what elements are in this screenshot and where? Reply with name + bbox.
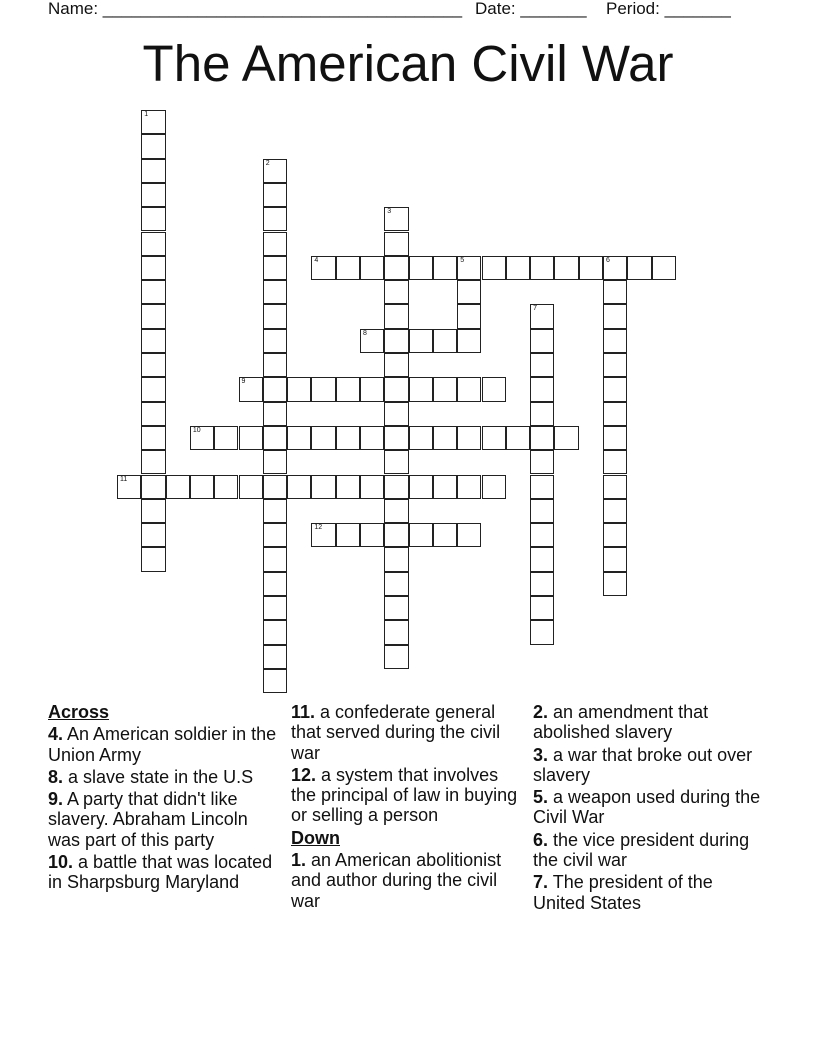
grid-cell[interactable] — [141, 523, 165, 547]
grid-cell[interactable] — [554, 426, 578, 450]
grid-cell[interactable] — [384, 232, 408, 256]
grid-cell[interactable] — [433, 377, 457, 401]
name-field-label[interactable]: Name: ______________________________________ — [48, 0, 463, 18]
clue-item — [48, 767, 283, 787]
grid-cell[interactable] — [433, 329, 457, 353]
grid-cell[interactable] — [506, 256, 530, 280]
clue-number: 4. — [48, 724, 64, 745]
grid-cell[interactable] — [603, 523, 627, 547]
clue-item — [533, 702, 768, 743]
cell-number: 3 — [387, 208, 392, 216]
grid-cell[interactable] — [457, 304, 481, 328]
grid-cell[interactable] — [166, 475, 190, 499]
grid-cell[interactable] — [409, 256, 433, 280]
grid-cell[interactable] — [360, 426, 384, 450]
grid-cell[interactable] — [141, 499, 165, 523]
grid-cell[interactable] — [603, 475, 627, 499]
grid-cell[interactable] — [384, 377, 408, 401]
grid-cell[interactable] — [360, 256, 384, 280]
clue-text: an amendment that abolished slavery — [533, 702, 709, 743]
cell-number: 6 — [606, 256, 610, 264]
cell-number: 7 — [533, 305, 537, 313]
grid-cell[interactable] — [530, 450, 554, 474]
grid-cell[interactable] — [384, 402, 408, 426]
grid-cell[interactable] — [141, 329, 165, 353]
grid-cell[interactable] — [263, 353, 287, 377]
grid-cell[interactable] — [311, 256, 335, 280]
clue-text: The president of the United States — [533, 872, 713, 913]
clue-text: An American soldier in the Union Army — [48, 724, 277, 765]
grid-cell[interactable] — [409, 377, 433, 401]
clue-column-1 — [48, 702, 283, 895]
grid-cell[interactable] — [603, 304, 627, 328]
grid-cell[interactable] — [287, 377, 311, 401]
clue-number: 8. — [48, 766, 64, 787]
grid-cell[interactable] — [384, 572, 408, 596]
grid-cell[interactable] — [263, 669, 287, 693]
clue-text: A party that didn't like slavery. Abraham Lincoln was part of this party — [48, 789, 248, 850]
clue-number: 7. — [533, 872, 549, 893]
grid-cell[interactable] — [263, 402, 287, 426]
clue-item — [533, 787, 768, 828]
grid-cell[interactable] — [530, 304, 554, 328]
grid-cell[interactable] — [141, 110, 165, 134]
cell-number: 5 — [460, 256, 465, 264]
grid-cell[interactable] — [214, 426, 238, 450]
clue-text: the vice president during the civil war — [533, 829, 750, 871]
grid-cell[interactable] — [433, 256, 457, 280]
grid-cell[interactable] — [409, 426, 433, 450]
grid-cell[interactable] — [263, 620, 287, 644]
grid-cell[interactable] — [336, 256, 360, 280]
cell-number: 9 — [241, 378, 246, 386]
grid-cell[interactable] — [603, 572, 627, 596]
cell-number: 2 — [265, 159, 270, 167]
clue-text: a weapon used during the Civil War — [533, 787, 761, 828]
grid-cell[interactable] — [263, 183, 287, 207]
grid-cell[interactable] — [603, 547, 627, 571]
clue-item — [48, 789, 283, 850]
grid-cell[interactable] — [311, 377, 335, 401]
grid-cell[interactable] — [263, 572, 287, 596]
grid-cell[interactable] — [141, 207, 165, 231]
grid-cell[interactable] — [360, 523, 384, 547]
clue-number: 1. — [291, 850, 307, 871]
clue-number: 2. — [533, 702, 549, 722]
grid-cell[interactable] — [190, 475, 214, 499]
grid-cell[interactable] — [603, 377, 627, 401]
page-title: The American Civil War — [142, 35, 674, 92]
grid-cell[interactable] — [263, 523, 287, 547]
grid-cell[interactable] — [141, 402, 165, 426]
grid-cell[interactable] — [384, 499, 408, 523]
grid-cell[interactable] — [214, 475, 238, 499]
grid-cell[interactable] — [384, 207, 408, 231]
grid-cell[interactable] — [457, 426, 481, 450]
grid-cell[interactable] — [190, 426, 214, 450]
grid-cell[interactable] — [482, 256, 506, 280]
grid-cell[interactable] — [457, 280, 481, 304]
clue-text: a system that involves the principal of law in buying or selling a person — [291, 764, 518, 826]
grid-cell[interactable] — [141, 159, 165, 183]
grid-cell[interactable] — [457, 523, 481, 547]
grid-cell[interactable] — [530, 329, 554, 353]
grid-cell[interactable] — [263, 450, 287, 474]
grid-cell[interactable] — [263, 547, 287, 571]
grid-cell[interactable] — [263, 304, 287, 328]
grid-cell[interactable] — [141, 475, 165, 499]
grid-cell[interactable] — [457, 475, 481, 499]
grid-cell[interactable] — [530, 523, 554, 547]
grid-cell[interactable] — [263, 499, 287, 523]
grid-cell[interactable] — [141, 232, 165, 256]
grid-cell[interactable] — [263, 232, 287, 256]
grid-cell[interactable] — [263, 377, 287, 401]
grid-cell[interactable] — [530, 426, 554, 450]
grid-cell[interactable] — [336, 426, 360, 450]
clue-number: 12. — [291, 764, 317, 785]
clue-column-3 — [533, 702, 768, 915]
grid-cell[interactable] — [239, 475, 263, 499]
clue-item — [533, 745, 768, 786]
clue-column-2 — [291, 702, 526, 913]
grid-cell[interactable] — [336, 523, 360, 547]
grid-cell[interactable] — [457, 377, 481, 401]
grid-cell[interactable] — [141, 426, 165, 450]
cell-number: 8 — [363, 329, 367, 337]
grid-cell[interactable] — [384, 475, 408, 499]
clue-number: 6. — [533, 829, 549, 850]
clue-number: 10. — [48, 852, 74, 873]
clue-item — [291, 850, 526, 911]
grid-cell[interactable] — [433, 475, 457, 499]
clue-number: 5. — [533, 787, 549, 808]
grid-cell[interactable] — [482, 377, 506, 401]
grid-cell[interactable] — [263, 475, 287, 499]
clue-text: a slave state in the U.S — [68, 766, 254, 787]
grid-cell[interactable] — [263, 426, 287, 450]
down-heading: Down — [291, 827, 340, 848]
grid-cell[interactable] — [457, 256, 481, 280]
grid-cell[interactable] — [627, 256, 651, 280]
across-heading: Across — [48, 702, 110, 722]
grid-cell[interactable] — [311, 523, 335, 547]
period-field-label[interactable]: Period: _______ — [606, 0, 731, 18]
grid-cell[interactable] — [530, 353, 554, 377]
grid-cell[interactable] — [141, 256, 165, 280]
grid-cell[interactable] — [384, 353, 408, 377]
grid-cell[interactable] — [263, 329, 287, 353]
grid-cell[interactable] — [384, 547, 408, 571]
grid-cell[interactable] — [263, 207, 287, 231]
grid-cell[interactable] — [141, 183, 165, 207]
grid-cell[interactable] — [263, 280, 287, 304]
grid-cell[interactable] — [530, 572, 554, 596]
grid-cell[interactable] — [360, 329, 384, 353]
grid-cell[interactable] — [603, 256, 627, 280]
grid-cell[interactable] — [360, 377, 384, 401]
grid-cell[interactable] — [603, 499, 627, 523]
clue-text: a battle that was located in Sharpsburg Maryland — [48, 852, 273, 893]
cell-number: 4 — [314, 256, 319, 264]
grid-cell[interactable] — [336, 377, 360, 401]
grid-cell[interactable] — [603, 329, 627, 353]
clue-item — [48, 724, 283, 765]
clue-item — [291, 765, 526, 826]
grid-cell[interactable] — [652, 256, 676, 280]
grid-cell[interactable] — [263, 596, 287, 620]
clue-item — [533, 830, 768, 871]
grid-cell[interactable] — [384, 280, 408, 304]
grid-cell[interactable] — [530, 402, 554, 426]
clue-number: 9. — [48, 789, 64, 810]
grid-cell[interactable] — [433, 426, 457, 450]
grid-cell[interactable] — [263, 159, 287, 183]
cell-number: 11 — [120, 475, 128, 483]
grid-cell[interactable] — [409, 329, 433, 353]
cell-number: 1 — [144, 111, 149, 118]
grid-cell[interactable] — [141, 280, 165, 304]
grid-cell[interactable] — [530, 475, 554, 499]
grid-cell[interactable] — [287, 475, 311, 499]
grid-cell[interactable] — [530, 377, 554, 401]
grid-cell[interactable] — [311, 475, 335, 499]
clue-number: 3. — [533, 744, 549, 765]
grid-cell[interactable] — [239, 426, 263, 450]
grid-cell[interactable] — [384, 620, 408, 644]
grid-cell[interactable] — [263, 645, 287, 669]
grid-cell[interactable] — [530, 596, 554, 620]
grid-cell[interactable] — [336, 475, 360, 499]
clue-item — [291, 702, 526, 763]
grid-cell[interactable] — [384, 645, 408, 669]
clue-text: a confederate general that served during the civil war — [291, 702, 501, 763]
grid-cell[interactable] — [384, 426, 408, 450]
grid-cell[interactable] — [457, 329, 481, 353]
grid-cell[interactable] — [384, 329, 408, 353]
grid-cell[interactable] — [530, 547, 554, 571]
grid-cell[interactable] — [482, 475, 506, 499]
grid-cell[interactable] — [141, 353, 165, 377]
grid-cell[interactable] — [530, 499, 554, 523]
grid-cell[interactable] — [141, 304, 165, 328]
grid-cell[interactable] — [603, 280, 627, 304]
grid-cell[interactable] — [311, 426, 335, 450]
clue-item — [48, 852, 283, 893]
grid-cell[interactable] — [263, 256, 287, 280]
grid-cell[interactable] — [409, 475, 433, 499]
grid-cell[interactable] — [409, 523, 433, 547]
grid-cell[interactable] — [384, 304, 408, 328]
grid-cell[interactable] — [384, 450, 408, 474]
grid-cell[interactable] — [506, 426, 530, 450]
grid-cell[interactable] — [554, 256, 578, 280]
clue-text: a war that broke out over slavery — [533, 744, 753, 785]
grid-cell[interactable] — [530, 256, 554, 280]
date-field-label[interactable]: Date: _______ — [475, 0, 587, 18]
grid-cell[interactable] — [141, 450, 165, 474]
clue-text: an American abolitionist and author during the civil war — [291, 850, 502, 911]
grid-cell[interactable] — [141, 134, 165, 158]
grid-cell[interactable] — [530, 620, 554, 644]
grid-cell[interactable] — [603, 450, 627, 474]
grid-cell[interactable] — [579, 256, 603, 280]
grid-cell[interactable] — [239, 377, 263, 401]
clue-item — [533, 872, 768, 913]
grid-cell[interactable] — [141, 547, 165, 571]
cell-number: 10 — [192, 426, 201, 434]
grid-cell[interactable] — [384, 596, 408, 620]
grid-cell[interactable] — [482, 426, 506, 450]
cell-number: 12 — [314, 524, 323, 532]
grid-cell[interactable] — [141, 377, 165, 401]
grid-cell[interactable] — [433, 523, 457, 547]
grid-cell[interactable] — [117, 475, 141, 499]
grid-cell[interactable] — [603, 353, 627, 377]
grid-cell[interactable] — [360, 475, 384, 499]
grid-cell[interactable] — [603, 402, 627, 426]
grid-cell[interactable] — [384, 256, 408, 280]
grid-cell[interactable] — [603, 426, 627, 450]
clue-number: 11. — [291, 702, 316, 722]
grid-cell[interactable] — [287, 426, 311, 450]
grid-cell[interactable] — [384, 523, 408, 547]
